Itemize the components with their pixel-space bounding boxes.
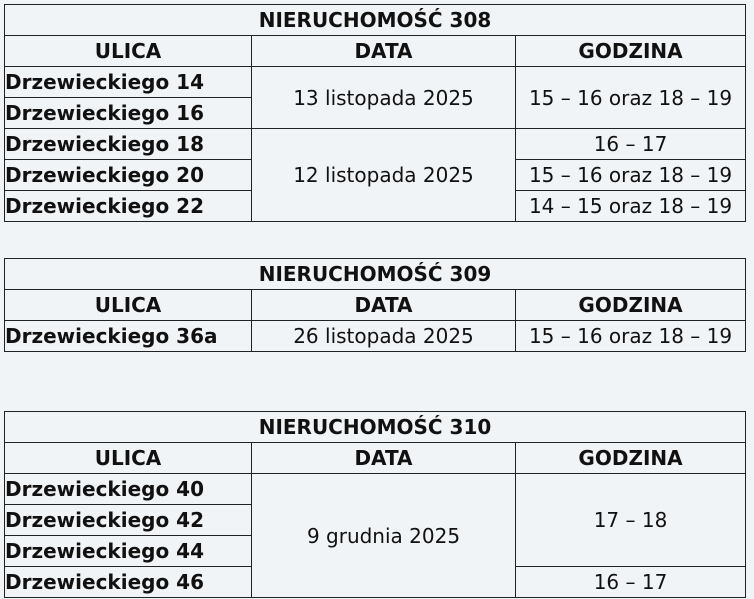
street-column-header: ULICA (5, 443, 252, 474)
street-column-header: ULICA (5, 290, 252, 321)
table-row (5, 67, 746, 98)
hours-cell: 15 – 16 oraz 18 – 19 (516, 160, 746, 191)
hours-column-header: GODZINA (516, 443, 746, 474)
hours-cell: 16 – 17 (516, 129, 746, 160)
hours-cell: 15 – 16 oraz 18 – 19 (516, 321, 746, 352)
property-309-table (4, 258, 746, 352)
property-title: NIERUCHOMOŚĆ 308 (5, 5, 746, 36)
street-cell: Drzewieckiego 16 (5, 98, 252, 129)
hours-cell: 15 – 16 oraz 18 – 19 (516, 67, 746, 129)
street-cell: Drzewieckiego 22 (5, 191, 252, 222)
date-cell: 26 listopada 2025 (252, 321, 516, 352)
hours-column-header: GODZINA (516, 36, 746, 67)
date-column-header: DATA (252, 36, 516, 67)
date-cell: 12 listopada 2025 (252, 129, 516, 222)
property-title: NIERUCHOMOŚĆ 310 (5, 412, 746, 443)
date-column-header: DATA (252, 290, 516, 321)
date-cell: 13 listopada 2025 (252, 67, 516, 129)
street-cell: Drzewieckiego 42 (5, 505, 252, 536)
hours-cell: 14 – 15 oraz 18 – 19 (516, 191, 746, 222)
street-cell: Drzewieckiego 18 (5, 129, 252, 160)
street-cell: Drzewieckiego 40 (5, 474, 252, 505)
street-column-header: ULICA (5, 36, 252, 67)
street-cell: Drzewieckiego 36a (5, 321, 252, 352)
property-title: NIERUCHOMOŚĆ 309 (5, 259, 746, 290)
street-cell: Drzewieckiego 44 (5, 536, 252, 567)
hours-cell: 16 – 17 (516, 567, 746, 598)
street-cell: Drzewieckiego 14 (5, 67, 252, 98)
hours-column-header: GODZINA (516, 290, 746, 321)
table-row (5, 474, 746, 505)
street-cell: Drzewieckiego 20 (5, 160, 252, 191)
property-310-table (4, 411, 746, 598)
hours-cell: 17 – 18 (516, 474, 746, 567)
date-cell: 9 grudnia 2025 (252, 474, 516, 598)
table-row (5, 129, 746, 160)
property-308-table (4, 4, 746, 222)
street-cell: Drzewieckiego 46 (5, 567, 252, 598)
table-row (5, 321, 746, 352)
date-column-header: DATA (252, 443, 516, 474)
